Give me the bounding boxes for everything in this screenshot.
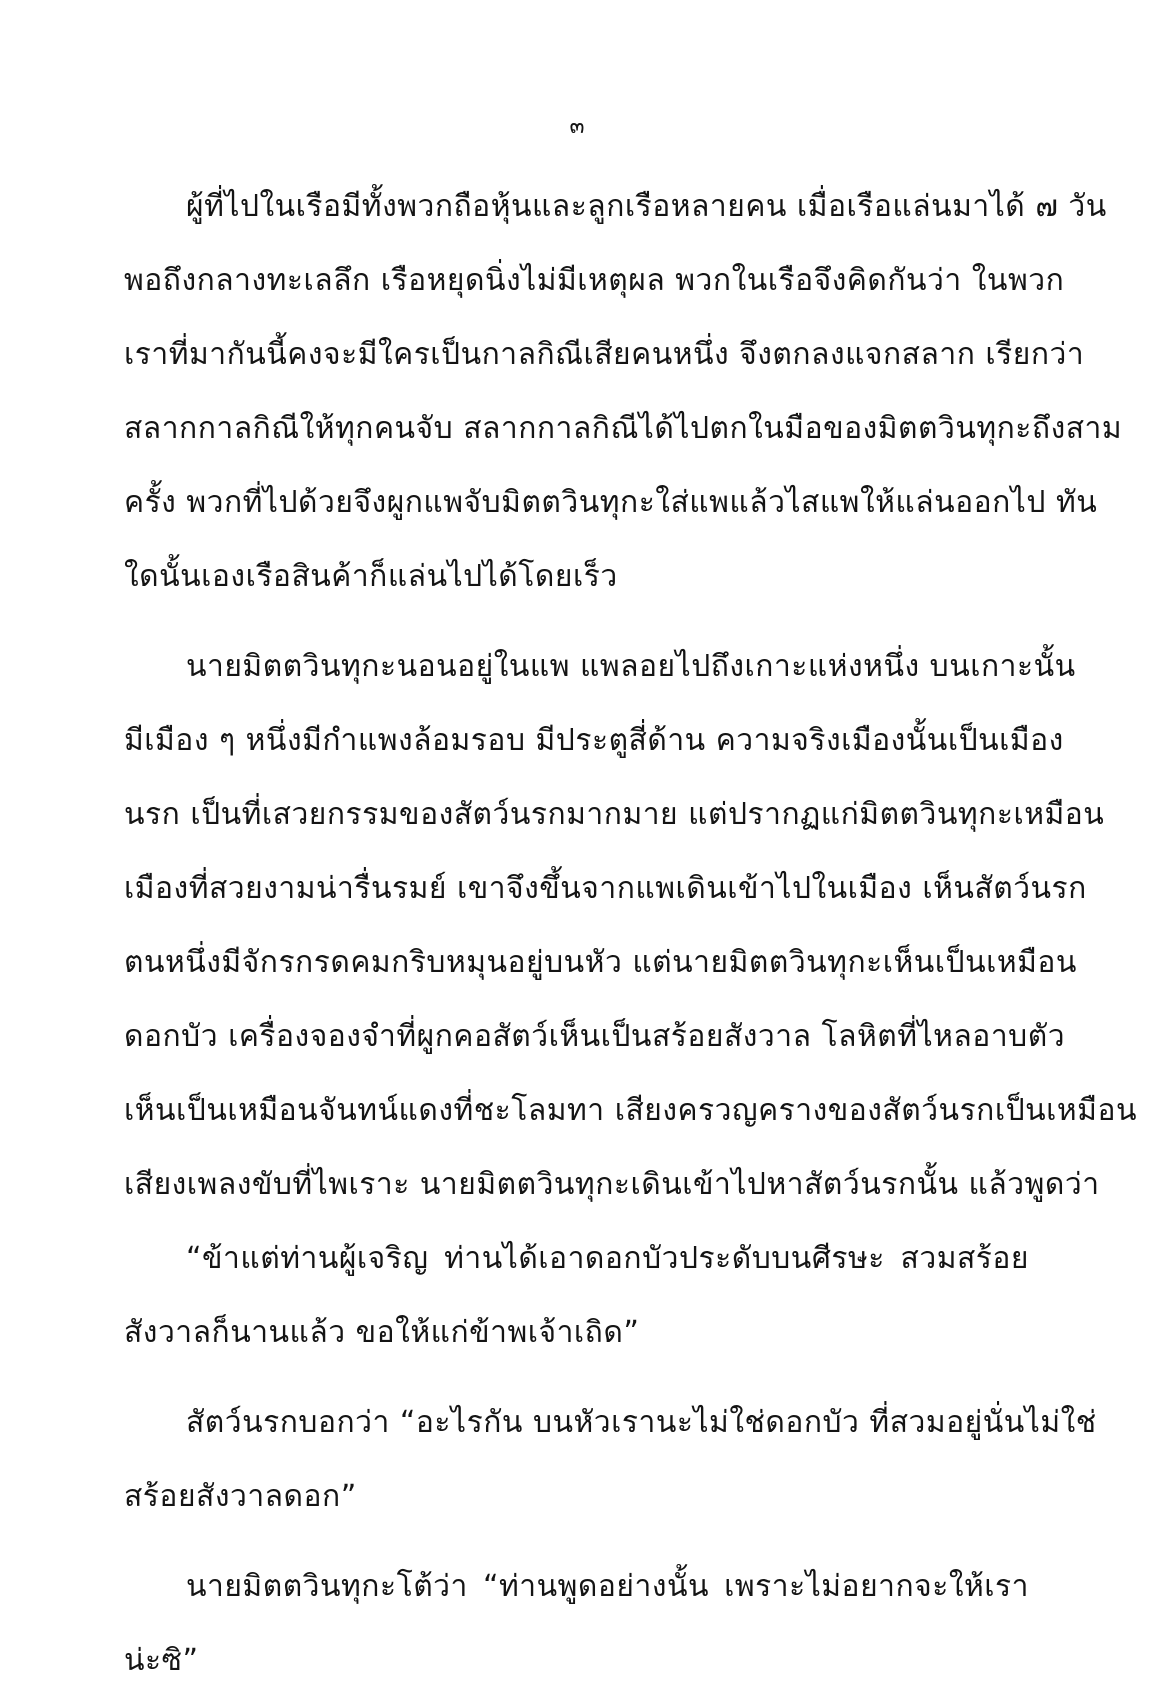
text-line: ผู้ที่ไปในเรือมีทั้งพวกถือหุ้นและลูกเรือหลายคน เมื่อเรือแล่นมาได้ ๗ วัน	[186, 189, 1107, 224]
paragraph-4	[124, 1386, 1097, 1534]
text-line: น่ะซิ”	[124, 1643, 199, 1678]
text-line: มีเมือง ๆ หนึ่งมีกำแพงล้อมรอบ มีประตูสี่ด้าน ความจริงเมืองนั้นเป็นเมือง	[124, 723, 1064, 758]
text-line: นรก เป็นที่เสวยกรรมของสัตว์นรกมากมาย แต่ปรากฏแก่มิตตวินทุกะเหมือน	[124, 797, 1105, 832]
text-line: เมืองที่สวยงามน่ารื่นรมย์ เขาจึงขึ้นจากแพเดินเข้าไปในเมือง เห็นสัตว์นรก	[124, 871, 1087, 906]
text-line: นายมิตตวินทุกะโต้ว่า “ท่านพูดอย่างนั้น เพราะไม่อยากจะให้เรา	[186, 1569, 1029, 1604]
text-line: เห็นเป็นเหมือนจันทน์แดงที่ชะโลมทา เสียงครวญครางของสัตว์นรกเป็นเหมือน	[124, 1093, 1137, 1128]
paragraph-2	[124, 630, 1137, 1222]
paragraph-5	[124, 1550, 1029, 1698]
paragraph-1	[124, 170, 1123, 614]
text-line: ครั้ง พวกที่ไปด้วยจึงผูกแพจับมิตตวินทุกะใส่แพแล้วไสแพให้แล่นออกไป ทัน	[124, 485, 1098, 520]
text-line: สัตว์นรกบอกว่า “อะไรกัน บนหัวเรานะไม่ใช่ดอกบัว ที่สวมอยู่นั่นไม่ใช่	[186, 1405, 1097, 1440]
text-line: เราที่มากันนี้คงจะมีใครเป็นกาลกิณีเสียคนหนึ่ง จึงตกลงแจกสลาก เรียกว่า	[124, 337, 1085, 372]
text-line: ใดนั้นเองเรือสินค้าก็แล่นไปได้โดยเร็ว	[124, 559, 618, 594]
text-line: เสียงเพลงขับที่ไพเราะ นายมิตตวินทุกะเดินเข้าไปหาสัตว์นรกนั้น แล้วพูดว่า	[124, 1167, 1100, 1202]
paragraph-3	[124, 1222, 1029, 1370]
text-line: สลากกาลกิณีให้ทุกคนจับ สลากกาลกิณีได้ไปตกในมือของมิตตวินทุกะถึงสาม	[124, 411, 1123, 446]
text-line: นายมิตตวินทุกะนอนอยู่ในแพ แพลอยไปถึงเกาะแห่งหนึ่ง บนเกาะนั้น	[186, 649, 1076, 684]
page-number: ๓	[569, 114, 585, 139]
text-line: ดอกบัว เครื่องจองจำที่ผูกคอสัตว์เห็นเป็นสร้อยสังวาล โลหิตที่ไหลอาบตัว	[124, 1019, 1066, 1054]
text-line: พอถึงกลางทะเลลึก เรือหยุดนิ่งไม่มีเหตุผล พวกในเรือจึงคิดกันว่า ในพวก	[124, 263, 1065, 298]
body-text	[124, 170, 1137, 1698]
text-line: “ข้าแต่ท่านผู้เจริญ ท่านได้เอาดอกบัวประดับบนศีรษะ สวมสร้อย	[186, 1241, 1029, 1276]
text-line: ตนหนึ่งมีจักรกรดคมกริบหมุนอยู่บนหัว แต่นายมิตตวินทุกะเห็นเป็นเหมือน	[124, 945, 1077, 980]
text-line: สังวาลก็นานแล้ว ขอให้แก่ข้าพเจ้าเถิด”	[124, 1315, 640, 1350]
text-line: สร้อยสังวาลดอก”	[124, 1479, 357, 1514]
